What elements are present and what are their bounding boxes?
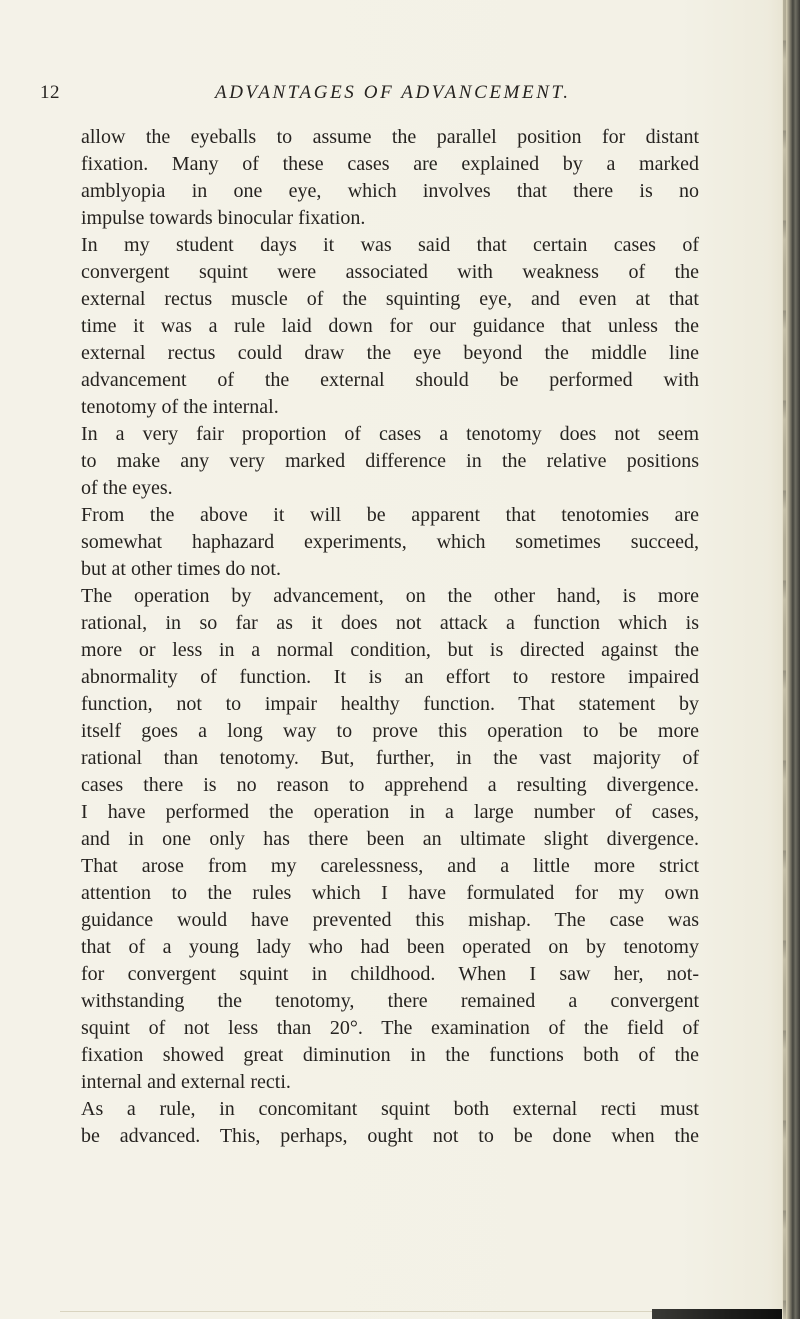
text-line: of the eyes. [81,477,173,499]
text-line: attention to the rules which I have formulated for my own [81,882,699,904]
paragraph [81,502,699,583]
running-title: ADVANTAGES OF ADVANCEMENT. [215,82,571,103]
text-line: In a very fair proportion of cases a tenotomy does not seem [81,423,699,445]
text-line: As a rule, in concomitant squint both external recti must [81,1098,699,1120]
text-line: abnormality of function. It is an effort to restore impaired [81,666,699,688]
text-line: From the above it will be apparent that tenotomies are [81,504,699,526]
text-line: guidance would have prevented this mishap. The case was [81,909,699,931]
body-text [81,124,699,1150]
paragraph [81,124,699,232]
text-line: that of a young lady who had been operated on by tenotomy [81,936,699,958]
text-line: impulse towards binocular fixation. [81,207,366,229]
paragraph [81,421,699,502]
text-line: but at other times do not. [81,558,281,580]
text-line: more or less in a normal condition, but is directed against the [81,639,699,661]
text-line: withstanding the tenotomy, there remained a convergent [81,990,699,1012]
text-line: rational than tenotomy. But, further, in the vast majority of [81,747,699,769]
text-line: for convergent squint in childhood. When I saw her, not- [81,963,699,985]
text-line: fixation. Many of these cases are explained by a marked [81,153,699,175]
text-line: I have performed the operation in a large number of cases, [81,801,699,823]
text-line: function, not to impair healthy function. That statement by [81,693,699,715]
text-line: squint of not less than 20°. The examination of the field of [81,1017,699,1039]
paragraph [81,232,699,421]
text-line: external rectus muscle of the squinting eye, and even at that [81,288,699,310]
text-line: allow the eyeballs to assume the parallel position for distant [81,126,699,148]
text-line: advancement of the external should be performed with [81,369,699,391]
binding-edge-stripe [783,0,786,1319]
bottom-edge-shadow [60,1311,680,1312]
text-line: and in one only has there been an ultimate slight divergence. [81,828,699,850]
paragraph [81,583,699,1096]
text-line: convergent squint were associated with weakness of the [81,261,699,283]
text-line: That arose from my carelessness, and a little more strict [81,855,699,877]
text-line: external rectus could draw the eye beyond the middle line [81,342,699,364]
text-line: somewhat haphazard experiments, which sometimes succeed, [81,531,699,553]
text-line: rational, in so far as it does not attack a function which is [81,612,699,634]
text-line: The operation by advancement, on the other hand, is more [81,585,699,607]
page-header [40,82,740,108]
text-line: be advanced. This, perhaps, ought not to be done when the [81,1125,699,1147]
text-line: internal and external recti. [81,1071,291,1093]
text-line: tenotomy of the internal. [81,396,279,418]
paragraph [81,1096,699,1150]
text-line: to make any very marked difference in the relative positions [81,450,699,472]
text-line: fixation showed great diminution in the functions both of the [81,1044,699,1066]
text-line: cases there is no reason to apprehend a resulting divergence. [81,774,699,796]
text-line: itself goes a long way to prove this operation to be more [81,720,699,742]
bottom-corner-shadow [652,1309,782,1319]
page-number: 12 [40,82,60,103]
text-line: time it was a rule laid down for our guidance that unless the [81,315,699,337]
text-line: amblyopia in one eye, which involves that there is no [81,180,699,202]
text-line: In my student days it was said that certain cases of [81,234,699,256]
